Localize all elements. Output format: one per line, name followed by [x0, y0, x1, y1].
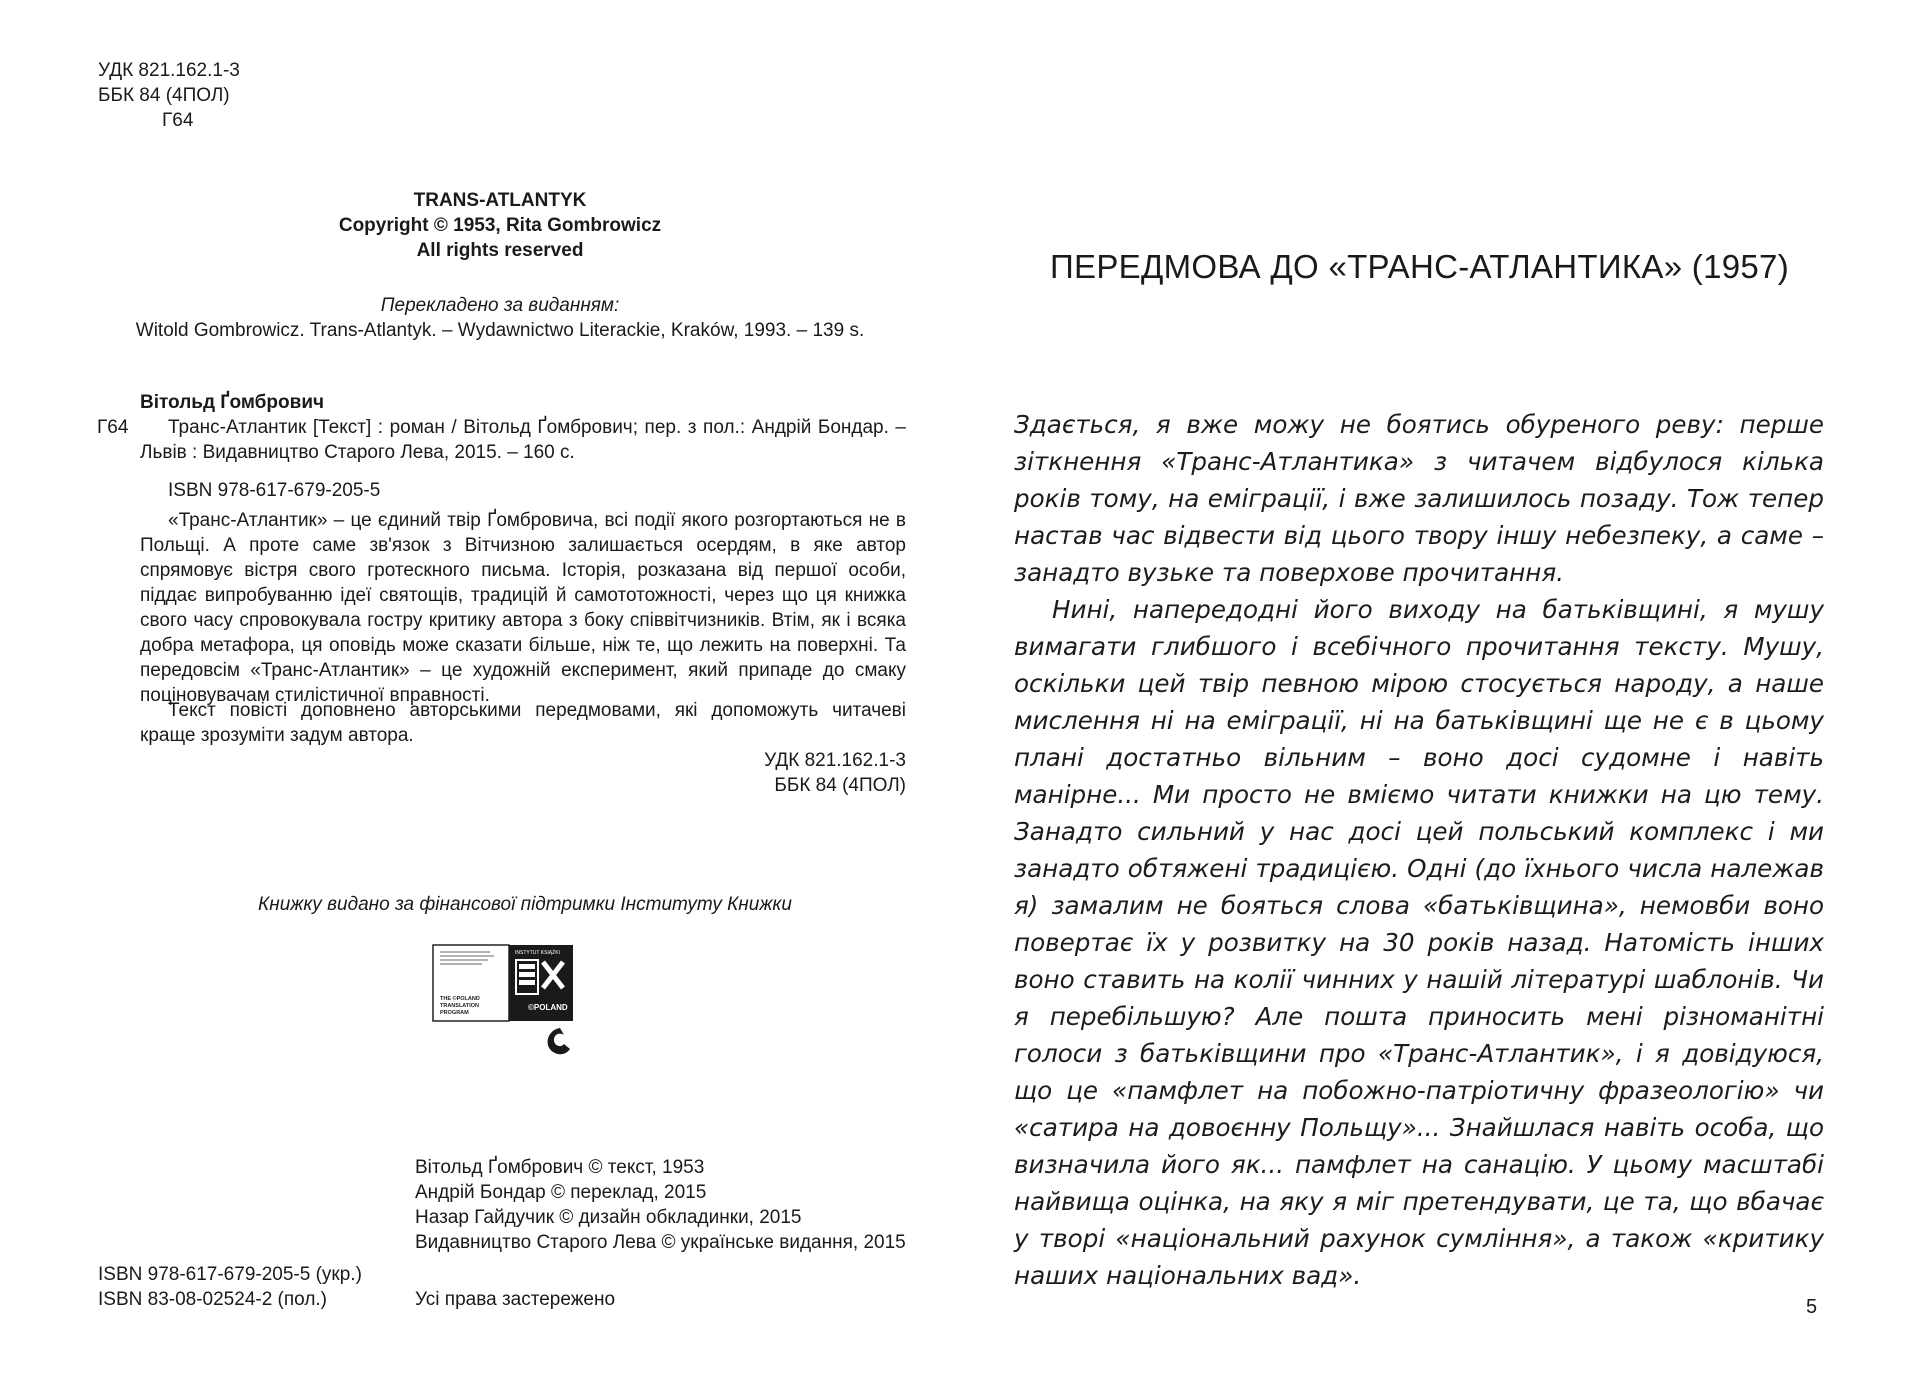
support-note: Книжку видано за фінансової підтримки Інституту Книжки: [258, 894, 792, 915]
catalog-isbn: ISBN 978-617-679-205-5: [168, 480, 381, 501]
udk-code: УДК 821.162.1-3: [98, 60, 240, 81]
credit-line: Видавництво Старого Лева © українське видання, 2015: [415, 1232, 906, 1253]
annotation: «Транс-Атлантик» – це єдиний твір Ґомбровича, всі події якого розгортаються не в Польщі. А проте саме зв'язок з Вітчизною залишається осердям, в яке автор спрямовує вістря свого гротескного письма. Історія, розказана від першої особи, піддає випробуванню ідеї святощів, традицій й самототожності, через що ця книжка свого часу спровокувала гостру критику автора з боку співвітчизників. Втім, як і всяка добра метафора, ця оповідь може сказати більше, ніж те, що лежить на поверхні. Та передовсім «Транс-Атлантик» – це художній експеримент, який припаде до смаку поціновувачам стилістичної вправності.: [140, 510, 906, 706]
credit-line: Андрій Бондар © переклад, 2015: [415, 1182, 707, 1203]
svg-text:INSTYTUT KSIĄŻKI: INSTYTUT KSIĄŻKI: [515, 950, 560, 956]
svg-text:PROGRAM: PROGRAM: [440, 1010, 469, 1016]
catalog-description: Транс-Атлантик [Текст] : роман / Вітольд Ґомбрович; пер. з пол.: Андрій Бондар. – Львів : Видавництво Старого Лева, 2015. – 160 с.: [140, 417, 906, 463]
catalog-udk: УДК 821.162.1-3: [764, 750, 906, 771]
copyright-line: Copyright © 1953, Rita Gombrowicz: [338, 215, 662, 236]
annotation-2: Текст повісті доповнено авторськими передмовами, які допоможуть читачеві краще зрозуміти задум автора.: [140, 700, 906, 746]
foreword-body: [1014, 406, 1824, 1294]
translation-program-logo-icon: [432, 944, 580, 1062]
translation-note: [130, 293, 870, 343]
bbk-code: ББК 84 (4ПОЛ): [98, 85, 230, 106]
original-title: TRANS-ATLANTYK: [413, 190, 587, 211]
polish-book-institute-logo: [432, 944, 580, 1062]
credits-block: [415, 1155, 906, 1255]
credit-line: Назар Гайдучик © дизайн обкладинки, 2015: [415, 1207, 802, 1228]
translation-source: Witold Gombrowicz. Trans-Atlantyk. – Wydawnictwo Literackie, Kraków, 1993. – 139 s.: [135, 320, 865, 341]
catalog-classification: [600, 748, 906, 798]
credit-line: Вітольд Ґомбрович © текст, 1953: [415, 1157, 705, 1178]
isbn-pol: ISBN 83-08-02524-2 (пол.): [98, 1289, 328, 1310]
page-number: 5: [1806, 1296, 1818, 1318]
author-mark: Г64: [162, 110, 194, 131]
svg-text:THE ©POLAND: THE ©POLAND: [440, 996, 480, 1002]
foreword-paragraph: Нині, напередодні його виходу на батьківщині, я мушу вимагати глибшого і всебічного прочитання тексту. Мушу, оскільки цей твір певною мірою стосується народу, а наше мислення ні на еміграції, ні на батьківщині ще не є в цьому плані достатньо вільним – воно досі судомне і навіть манірне... Ми просто не вміємо читати книжки на цю тему. Занадто сильний у нас досі цей польський комплекс і ми занадто обтяжені традицією. Одні (до їхнього числа належав я) замалим не бояться слова «батьківщина», немовби воно повертає їх у розвитку на 30 років назад. Натомість інших воно ставить на колії чинних у нашій літературі шаблонів. Чи я перебільшую? Але пошта приносить мені різноманітні голоси з батьківщини про «Транс-Атлантик», і я довідуюся, що це «памфлет на побожно-патріотичну фразеологію» чи «сатира на довоєнну Польщу»... Знайшлася навіть особа, що визначила його як... памфлет на санацію. У цьому масштабі найвища оцінка, на яку я міг претендувати, це та, що вбачає у творі «національний рахунок сумління», а також «критику наших національних вад».: [1014, 595, 1824, 1290]
classification-block: [98, 58, 240, 133]
svg-text:TRANSLATION: TRANSLATION: [440, 1003, 480, 1009]
copyright-block: [300, 188, 700, 263]
catalog-mark: Г64: [97, 417, 129, 438]
rights-line: All rights reserved: [416, 240, 584, 261]
svg-text:©POLAND: ©POLAND: [528, 1003, 568, 1012]
isbn-ukr: ISBN 978-617-679-205-5 (укр.): [98, 1264, 362, 1285]
foreword-paragraph: Здається, я вже можу не боятись обуреного реву: перше зіткнення «Транс-Атлантика» з читачем відбулося кілька років тому, на еміграції, і вже залишилось позаду. Тож тепер настав час відвести від цього твору іншу небезпеку, а саме – занадто вузьке та поверхове прочитання.: [1014, 410, 1824, 587]
catalog-bbk: ББК 84 (4ПОЛ): [774, 775, 906, 796]
isbn-block: [98, 1262, 362, 1312]
page-title: ПЕРЕДМОВА ДО «ТРАНС-АТЛАНТИКА» (1957): [1050, 248, 1790, 285]
translation-label: Перекладено за виданням:: [380, 295, 620, 316]
all-rights-reserved: Усі права застережено: [415, 1289, 616, 1310]
catalog-author: Вітольд Ґомбрович: [140, 392, 325, 413]
